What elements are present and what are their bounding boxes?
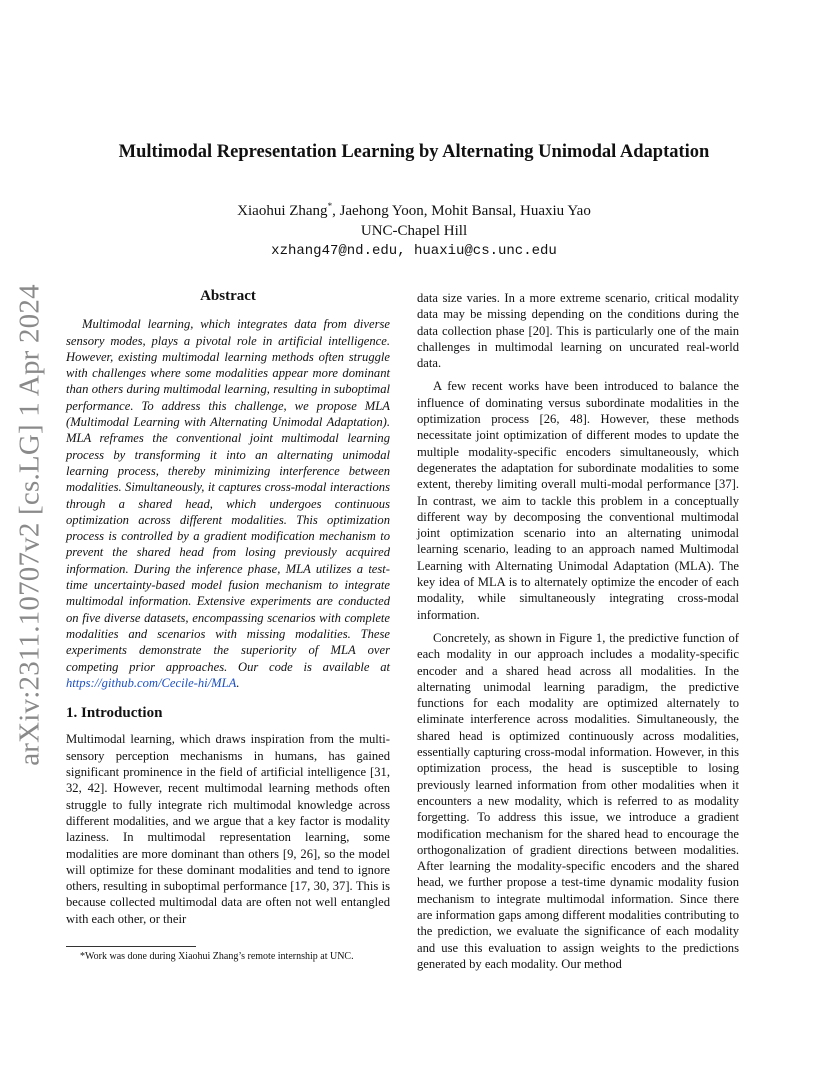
first-author: Xiaohui Zhang (237, 203, 328, 219)
intro-paragraph-1: Multimodal learning, which draws inspiration from the multi-sensory perception mechanisms in humans, has gained significant prominence in the field of artificial intelligence [31, 32, 42]. However, recent multimodal learning methods often struggle to fully integrate rich multimodal knowledge across different modalities, and we argue that a key factor is modality laziness. In multimodal representation learning, some modalities are more dominant than others [9, 26], so the model will optimize for these dominant modalities and tend to ignore others, resulting in suboptimal performance [17, 30, 37]. This is because collected multimodal data are often not well entangled with each other, or their (66, 732, 390, 926)
right-paragraph-1: A few recent works have been introduced to balance the influence of dominating versus subordinate modalities in the optimization process [26, 48]. However, these methods necessitate joint optimization of different modes to update the multiple modality-specific encoders simultaneously, which degenerates the adaptation for subordinate modalities to some extent, thereby limiting overall multi-modal performance [37]. In contrast, we aim to tackle this problem in a conceptually different way by decomposing the conventional multimodal joint optimization scenario into an alternating unimodal learning scenario, leading to an approach named Multimodal Learning with Alternating Unimodal Adaptation (MLA). The key idea of MLA is to alternately optimize the encoder of each modality, while simultaneously integrating cross-modal information. (417, 379, 739, 622)
right-paragraph-0: data size varies. In a more extreme scenario, critical modality data may be missing depending on the conditions during the data collection phase [20]. This is particularly one of the main challenges in multimodal learning on uncurated real-world data. (417, 291, 739, 371)
abstract-body: Multimodal learning, which integrates data from diverse sensory modes, plays a pivotal role in artificial intelligence. However, existing multimodal learning methods often struggle with challenges where some modalities appear more dominant than others during multimodal learning, resulting in suboptimal performance. To address this challenge, we propose MLA (Multimodal Learning with Alternating Unimodal Adaptation). MLA reframes the conventional joint multimodal learning process by transforming it into an alternating unimodal learning process, thereby minimizing interference between modalities. Simultaneously, it captures cross-modal interactions through a shared head, which undergoes continuous optimization across different modalities. This optimization process is controlled by a gradient modification mechanism to prevent the shared head from losing previously acquired information. During the inference phase, MLA utilizes a test-time uncertainty-based model fusion mechanism to integrate multimodal information. Extensive experiments are conducted on five diverse datasets, encompassing scenarios with complete modalities and scenarios with missing modalities. These experiments demonstrate the superiority of MLA over competing prior approaches. Our code is available at (66, 317, 390, 674)
arxiv-identifier: arXiv:2311.10707v2 [cs.LG] 1 Apr 2024 (13, 284, 46, 766)
right-paragraph-2: Concretely, as shown in Figure 1, the predictive function of each modality in our approach includes a modality-specific encoder and a shared head across all modalities. In the alternating unimodal learning paradigm, the predictive functions for each modality are optimized alternately to eliminate interference across modalities. Simultaneously, the shared head is optimized continuously across modalities, essentially capturing cross-modal information. However, in this optimization process, the head is susceptible to losing previously learned information from other modalities when it encounters a new modality, which is referred to as modality forgetting. To address this issue, we introduce a gradient modification mechanism for the shared head to encourage the orthogonalization of gradient directions between modalities. After learning the modality-specific encoders and the shared head, we further propose a test-time dynamic modality fusion mechanism to integrate multimodal information. Since there are information gaps among different modalities contributing to the prediction, we evaluate the significance of each modality and use this evaluation to assign weights to the predictions generated by each modality. Our method (417, 630, 739, 971)
left-column (66, 288, 390, 927)
paper-title: Multimodal Representation Learning by Alternating Unimodal Adaptation (118, 142, 710, 162)
footnote: *Work was done during Xiaohui Zhang’s remote internship at UNC. (80, 951, 354, 962)
code-link[interactable]: https://github.com/Cecile-hi/MLA (66, 675, 237, 690)
arxiv-sidebar (0, 280, 60, 770)
other-authors: , Jaehong Yoon, Mohit Bansal, Huaxiu Yao (332, 203, 591, 219)
affiliation: UNC-Chapel Hill (360, 223, 468, 239)
intro-heading: 1. Introduction (66, 705, 163, 722)
abstract-heading: Abstract (200, 288, 256, 304)
author-block (0, 196, 828, 261)
abstract-end: . (236, 675, 240, 690)
author-list (0, 196, 828, 221)
author-emails: xzhang47@nd.edu, huaxiu@cs.unc.edu (271, 243, 557, 259)
abstract-text (66, 316, 390, 691)
right-column (417, 290, 739, 972)
footnote-mark: * (327, 201, 333, 211)
footnote-divider (66, 946, 196, 947)
